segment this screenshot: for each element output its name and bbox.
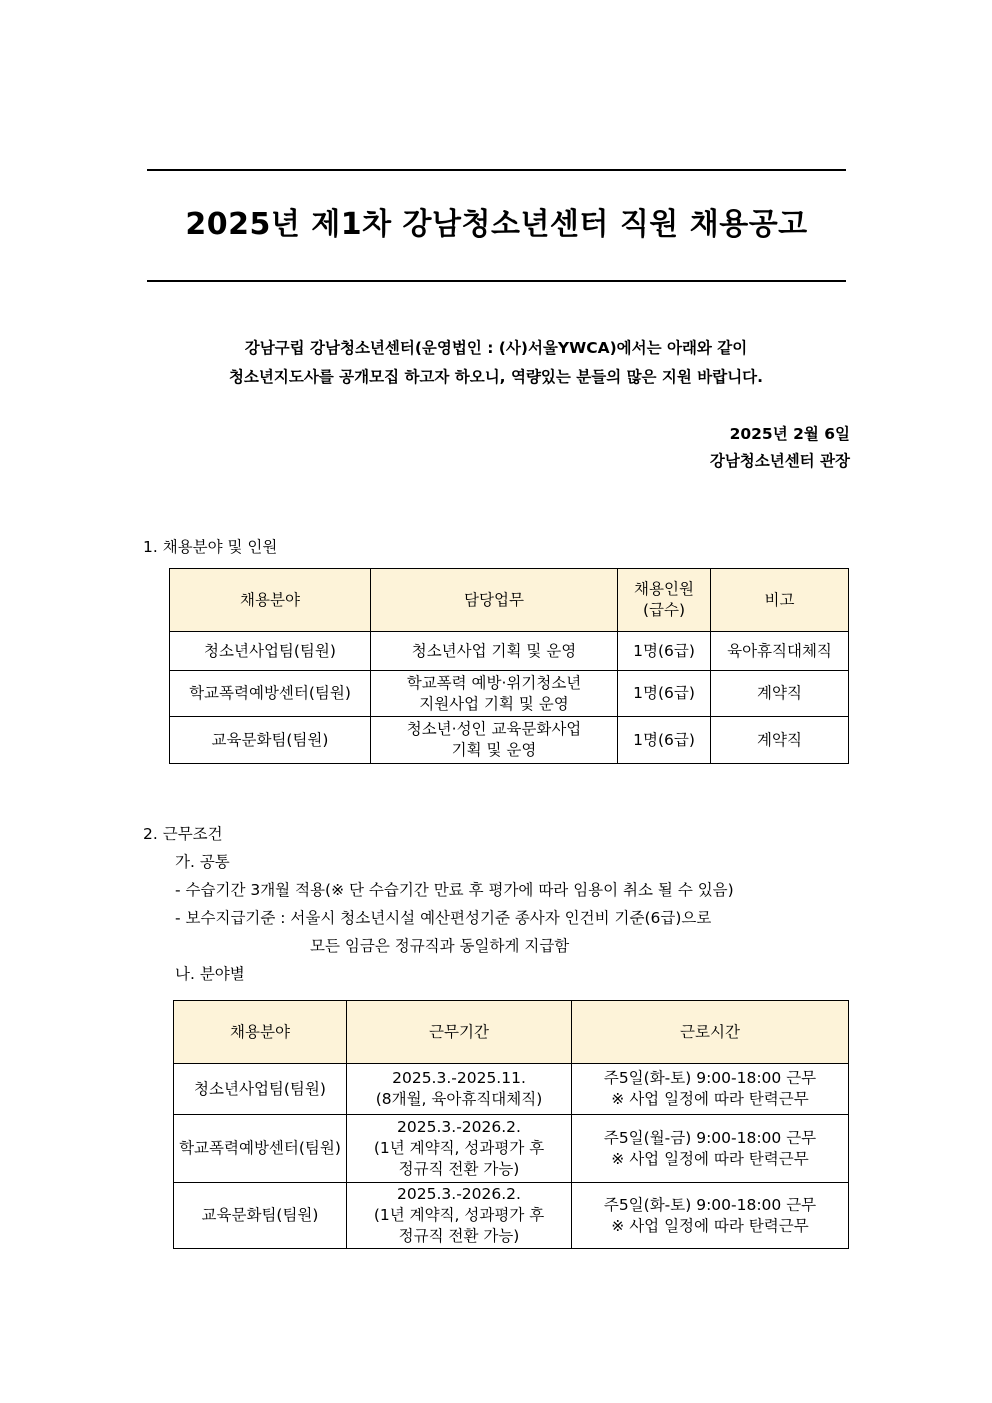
hours-cell (572, 1115, 849, 1183)
header-field: 채용분야 (170, 569, 371, 632)
note-cell: 육아휴직대체직 (711, 632, 849, 671)
field-cell: 학교폭력예방센터(팀원) (170, 671, 371, 717)
title-top-rule (147, 169, 846, 171)
section2-sub-a: 가. 공통 (175, 853, 230, 871)
field-cell: 학교폭력예방센터(팀원) (174, 1115, 347, 1183)
section2-heading: 2. 근무조건 (143, 825, 223, 843)
count-cell: 1명(6급) (618, 717, 711, 764)
duty-line: 지원사업 기획 및 운영 (419, 694, 569, 713)
duty-line: 청소년·성인 교육문화사업 (406, 720, 582, 738)
header-hours: 근로시간 (572, 1001, 849, 1064)
count-cell: 1명(6급) (618, 632, 711, 671)
notice-signature: 강남청소년센터 관장 (709, 452, 850, 470)
count-cell: 1명(6급) (618, 671, 711, 717)
table-header-row (174, 1001, 849, 1064)
period-line: (1년 계약직, 성과평가 후 (373, 1206, 545, 1224)
recruitment-table (169, 568, 849, 764)
field-cell: 청소년사업팀(팀원) (170, 632, 371, 671)
note-cell: 계약직 (711, 717, 849, 764)
duty-cell (371, 671, 618, 717)
duty-line: 청소년사업 기획 및 운영 (411, 641, 577, 660)
period-line: 정규직 전환 가능) (398, 1227, 520, 1245)
page-title: 2025년 제1차 강남청소년센터 직원 채용공고 (185, 207, 808, 242)
field-cell: 교육문화팀(팀원) (170, 717, 371, 764)
period-line: 2025.3.-2025.11. (392, 1069, 526, 1087)
header-count-line2: (급수) (642, 601, 686, 619)
hours-cell (572, 1064, 849, 1115)
field-cell: 교육문화팀(팀원) (174, 1183, 347, 1249)
section2-sub-b: 나. 분야별 (175, 965, 245, 983)
header-count (618, 569, 711, 632)
section1-heading: 1. 채용분야 및 인원 (143, 538, 278, 556)
field-cell: 청소년사업팀(팀원) (174, 1064, 347, 1115)
note-cell: 계약직 (711, 671, 849, 717)
hours-line: 주5일(화-토) 9:00-18:00 근무 (603, 1069, 817, 1087)
work-conditions-table (173, 1000, 849, 1249)
hours-line: ※ 사업 일정에 따라 탄력근무 (611, 1149, 809, 1168)
duty-line: 기획 및 운영 (451, 741, 537, 759)
duty-line: 학교폭력 예방·위기청소년 (406, 673, 582, 692)
period-line: (8개월, 육아휴직대체직) (375, 1090, 543, 1108)
header-note: 비고 (711, 569, 849, 632)
title-bottom-rule (147, 280, 846, 282)
duty-cell (371, 717, 618, 764)
notice-date: 2025년 2월 6일 (729, 425, 850, 443)
duty-cell (371, 632, 618, 671)
intro-line-1: 강남구립 강남청소년센터(운영법인 : (사)서울YWCA)에서는 아래와 같이 (244, 339, 748, 357)
period-line: (1년 계약직, 성과평가 후 (373, 1139, 545, 1157)
section2-item-2: - 보수지급기준 : 서울시 청소년시설 예산편성기준 종사자 인건비 기준(6급)으로 (175, 909, 712, 927)
hours-line: 주5일(월-금) 9:00-18:00 근무 (603, 1128, 817, 1147)
period-cell (347, 1064, 572, 1115)
header-period: 근무기간 (347, 1001, 572, 1064)
table-row (170, 717, 849, 764)
table-row (170, 671, 849, 717)
hours-cell (572, 1183, 849, 1249)
table-row (170, 632, 849, 671)
hours-line: ※ 사업 일정에 따라 탄력근무 (611, 1216, 809, 1235)
period-cell (347, 1183, 572, 1249)
period-cell (347, 1115, 572, 1183)
header-field: 채용분야 (174, 1001, 347, 1064)
hours-line: 주5일(화-토) 9:00-18:00 근무 (603, 1195, 817, 1214)
period-line: 2025.3.-2026.2. (397, 1185, 521, 1203)
table-row (174, 1183, 849, 1249)
intro-line-2: 청소년지도사를 공개모집 하고자 하오니, 역량있는 분들의 많은 지원 바랍니다. (228, 368, 764, 386)
section2-item-1: - 수습기간 3개월 적용(※ 단 수습기간 만료 후 평가에 따라 임용이 취소 될 수 있음) (175, 881, 734, 899)
header-count-line1: 채용인원 (634, 580, 694, 598)
header-duty: 담당업무 (371, 569, 618, 632)
table-row (174, 1064, 849, 1115)
period-line: 정규직 전환 가능) (398, 1160, 520, 1178)
table-row (174, 1115, 849, 1183)
section2-item-2-cont: 모든 임금은 정규직과 동일하게 지급함 (310, 937, 570, 955)
period-line: 2025.3.-2026.2. (397, 1118, 521, 1136)
hours-line: ※ 사업 일정에 따라 탄력근무 (611, 1090, 809, 1108)
table-header-row (170, 569, 849, 632)
